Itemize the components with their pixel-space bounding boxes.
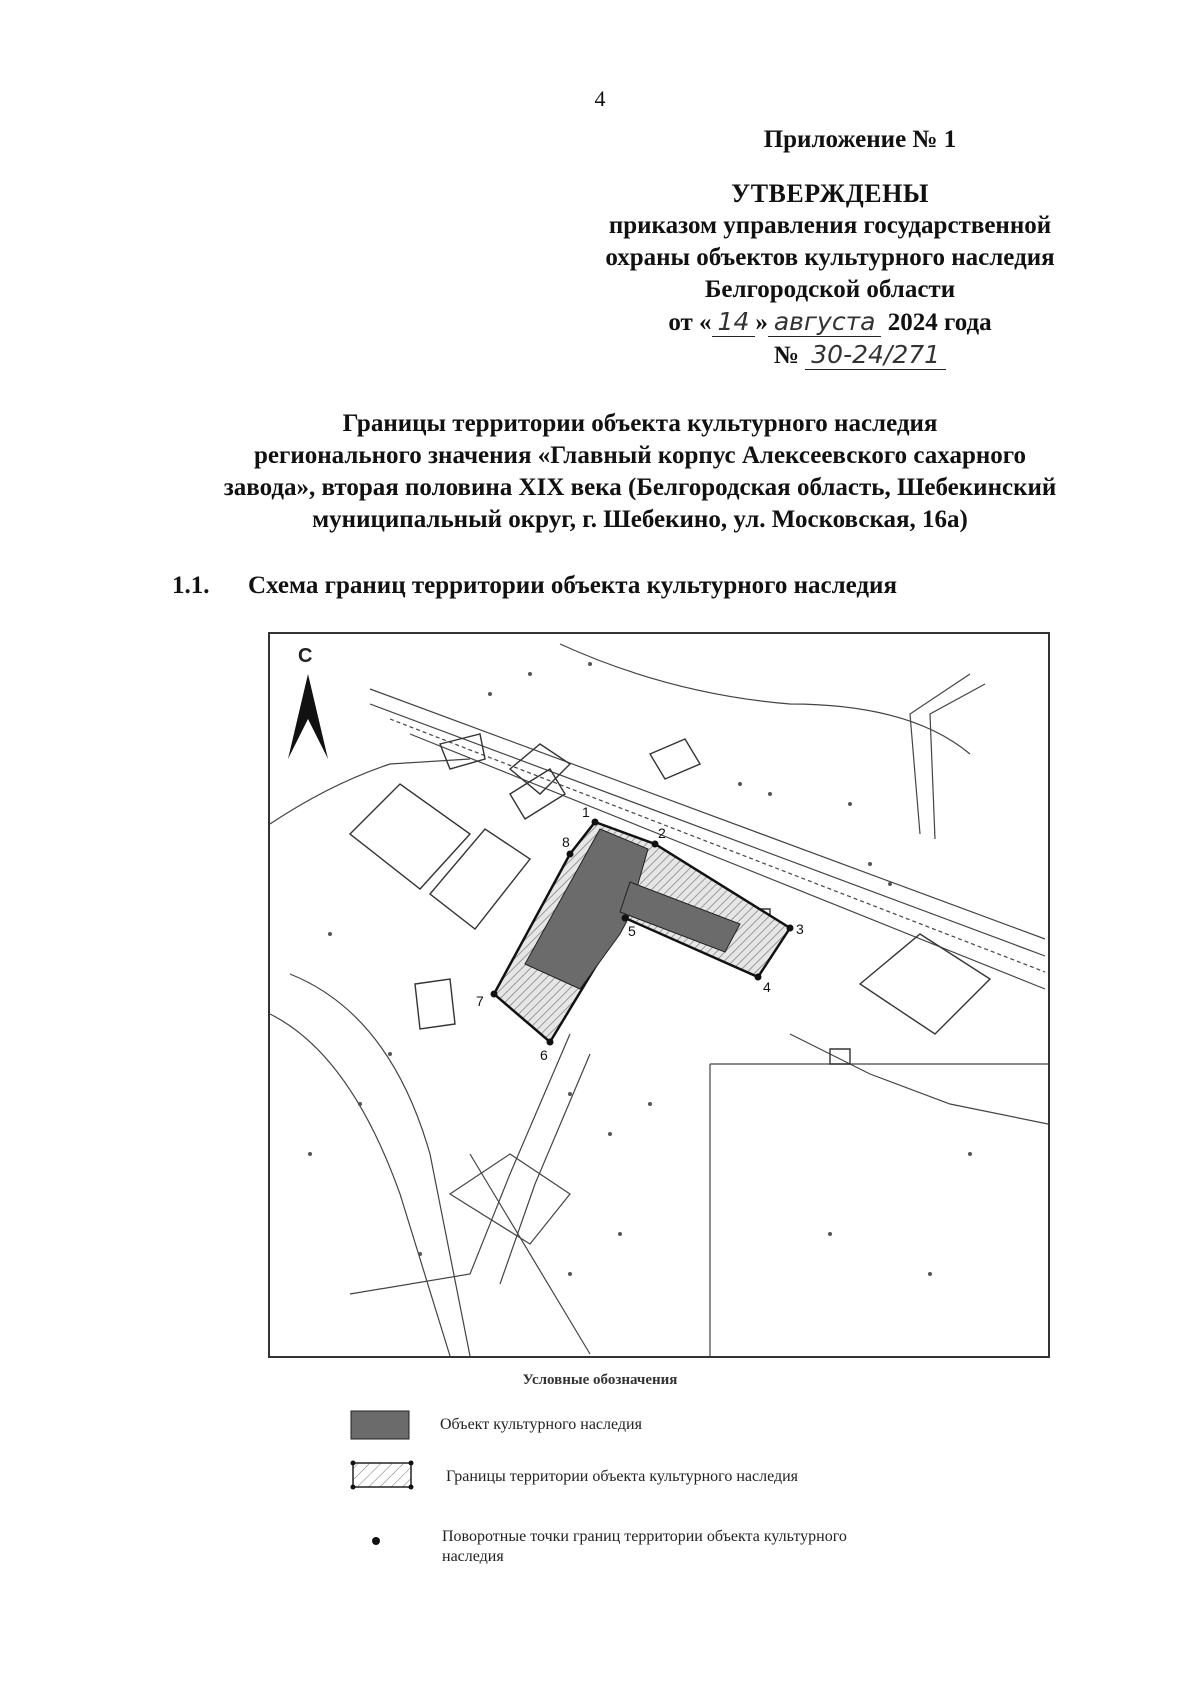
approval-line-3: Белгородской области bbox=[704, 276, 956, 303]
path-southwest-2 bbox=[290, 974, 470, 1356]
building-riverside bbox=[650, 739, 700, 779]
approval-line-2: охраны объектов культурного наследия bbox=[605, 244, 1055, 271]
point-label-4: 4 bbox=[763, 979, 771, 995]
building-small bbox=[440, 734, 485, 769]
legend-object-swatch bbox=[350, 1410, 410, 1442]
point-label-1: 1 bbox=[582, 804, 590, 820]
legend-points-label-1: Поворотные точки границ территории объекта культурного bbox=[442, 1528, 847, 1545]
legend-object-label: Объект культурного наследия bbox=[440, 1416, 642, 1433]
date-month-handwritten: августа bbox=[768, 307, 882, 337]
road-east-2 bbox=[930, 684, 985, 839]
number-prefix: № bbox=[773, 342, 800, 369]
title-line-4: муниципальный округ, г. Шебекино, ул. Московская, 16а) bbox=[312, 506, 968, 533]
map-drawing bbox=[270, 634, 1048, 1356]
territory-boundary bbox=[494, 822, 790, 1042]
road-east bbox=[910, 674, 970, 834]
legend-point-swatch bbox=[350, 1532, 410, 1552]
date-mid: » bbox=[755, 309, 768, 336]
boundary-map bbox=[268, 632, 1050, 1358]
building-east bbox=[860, 934, 990, 1034]
date-day-handwritten: 14 bbox=[712, 307, 756, 337]
building-west bbox=[350, 784, 470, 889]
order-number-handwritten: 30-24/271 bbox=[805, 340, 946, 370]
approved-heading: УТВЕРЖДЕНЫ bbox=[731, 179, 929, 208]
path-southwest bbox=[270, 1014, 450, 1356]
north-arrow-icon bbox=[288, 674, 328, 759]
turning-point-8 bbox=[567, 851, 574, 858]
appendix-label: Приложение № 1 bbox=[763, 126, 957, 153]
building-small-4 bbox=[830, 1049, 850, 1064]
title-line-2: регионального значения «Главный корпус Алексеевского сахарного bbox=[253, 442, 1026, 469]
point-label-7: 7 bbox=[476, 993, 484, 1009]
parcel-line-3 bbox=[470, 1154, 590, 1354]
turning-point-6 bbox=[547, 1039, 554, 1046]
title-line-1: Границы территории объекта культурного наследия bbox=[342, 410, 938, 437]
building-small-2 bbox=[415, 979, 455, 1029]
path-south bbox=[350, 1034, 570, 1294]
date-suffix: 2024 года bbox=[887, 309, 992, 336]
point-label-3: 3 bbox=[796, 921, 804, 937]
turning-point-7 bbox=[491, 991, 498, 998]
point-label-5: 5 bbox=[628, 923, 636, 939]
path-southeast bbox=[790, 1034, 1048, 1124]
path-south-2 bbox=[500, 1054, 590, 1284]
legend-boundaries-label: Границы территории объекта культурного наследия bbox=[446, 1468, 799, 1485]
parcel-shape bbox=[450, 1154, 570, 1244]
section-number: 1.1. bbox=[172, 572, 210, 599]
building-west-2 bbox=[430, 829, 530, 929]
point-label-6: 6 bbox=[540, 1047, 548, 1063]
turning-point-4 bbox=[755, 974, 762, 981]
section-heading bbox=[172, 572, 897, 600]
legend-boundary-swatch bbox=[350, 1460, 416, 1492]
approval-line-1: приказом управления государственной bbox=[608, 212, 1052, 239]
turning-point-3 bbox=[787, 925, 794, 932]
approval-number bbox=[620, 339, 1100, 372]
legend-title: Условные обозначения bbox=[522, 1372, 678, 1388]
title-line-3: завода», вторая половина XIX века (Белгородская область, Шебекинский bbox=[223, 474, 1057, 501]
turning-point-1 bbox=[592, 819, 599, 826]
point-label-8: 8 bbox=[562, 834, 570, 850]
page-number: 4 bbox=[594, 86, 606, 111]
vegetation-marks bbox=[308, 662, 972, 1276]
turning-point-2 bbox=[652, 841, 659, 848]
turning-point-5 bbox=[622, 915, 629, 922]
river-bank bbox=[560, 644, 970, 754]
document-title bbox=[150, 408, 1130, 536]
approval-block bbox=[560, 124, 1100, 372]
approval-date bbox=[560, 306, 1100, 339]
legend-points-label-2: наследия bbox=[442, 1548, 504, 1565]
section-title: Схема границ территории объекта культурного наследия bbox=[248, 572, 897, 599]
point-label-2: 2 bbox=[658, 825, 666, 841]
date-prefix: от « bbox=[668, 309, 712, 336]
north-label: С bbox=[298, 645, 313, 667]
north-arrow bbox=[288, 645, 328, 759]
